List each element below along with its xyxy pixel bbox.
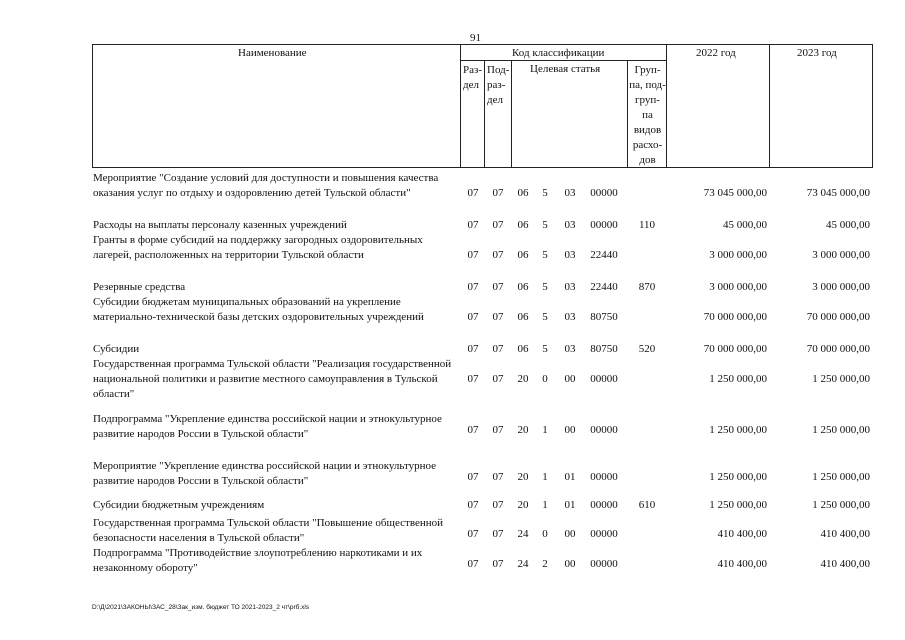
row-amount-2023: 410 400,00	[820, 558, 870, 570]
row-code-1: 07	[467, 248, 479, 261]
row-amount-2023: 410 400,00	[820, 528, 870, 540]
header-group: Груп- па, под- груп- па видов расхо- дов	[629, 64, 666, 166]
header-cell-year1	[666, 44, 770, 168]
row-code-6: 00000	[590, 186, 618, 199]
row-code-3: 06	[517, 248, 529, 261]
row-code-3: 20	[517, 424, 529, 436]
row-code-5: 00	[564, 558, 576, 570]
row-amount-2022: 3 000 000,00	[709, 248, 767, 261]
file-path-footer: D:\Д\2021\ЗАКОНЫ\ЗАС_28\Зак_изм. бюджет ТО 2021-2023_2 чт\рrб.xls	[92, 604, 310, 611]
row-code-1: 07	[467, 424, 479, 436]
row-code-2: 07	[492, 528, 504, 540]
row-name: Субсидии	[93, 343, 140, 355]
header-name: Наименование	[238, 47, 307, 59]
row-code-5: 03	[564, 186, 576, 199]
row-code-7: 520	[638, 342, 656, 355]
header-podrazdel: Под- раз- дел	[487, 64, 510, 106]
row-name: Резервные средства	[93, 281, 186, 293]
row-code-5: 00	[564, 372, 576, 385]
row-code-3: 20	[517, 498, 529, 511]
row-amount-2022: 1 250 000,00	[709, 498, 767, 511]
row-code-6: 22440	[590, 248, 618, 261]
row-amount-2022: 410 400,00	[717, 558, 767, 570]
row-amount-2022: 410 400,00	[717, 528, 767, 540]
row-code-5: 01	[564, 498, 576, 511]
row-code-1: 07	[467, 498, 479, 511]
row-code-7: 610	[638, 498, 656, 511]
row-code-6: 00000	[590, 372, 618, 385]
row-code-1: 07	[467, 342, 479, 355]
row-code-2: 07	[492, 424, 504, 436]
row-amount-2023: 70 000 000,00	[806, 310, 870, 323]
header-year2: 2023 год	[797, 47, 837, 59]
row-code-1: 07	[467, 372, 479, 385]
row-code-5: 00	[564, 424, 576, 436]
row-name: Государственная программа Тульской области "Повышение общественной безопасности населения в Тульской области"	[93, 517, 443, 544]
row-code-1: 07	[467, 186, 479, 199]
row-amount-2023: 3 000 000,00	[812, 248, 870, 261]
row-code-1: 07	[467, 558, 479, 570]
row-code-4: 5	[542, 186, 548, 199]
row-code-6: 80750	[590, 342, 618, 355]
row-code-7: 870	[638, 280, 656, 293]
row-code-1: 07	[467, 310, 479, 323]
row-code-2: 07	[492, 498, 504, 511]
row-code-6: 00000	[590, 498, 618, 511]
row-amount-2023: 1 250 000,00	[812, 372, 870, 385]
row-amount-2023: 3 000 000,00	[812, 280, 870, 293]
row-code-4: 0	[542, 372, 548, 385]
row-code-2: 07	[492, 342, 504, 355]
row-code-3: 20	[517, 471, 529, 483]
row-amount-2022: 1 250 000,00	[709, 424, 767, 436]
row-code-4: 5	[542, 248, 548, 261]
header-razdel: Раз- дел	[463, 64, 483, 91]
row-amount-2022: 3 000 000,00	[709, 280, 767, 293]
row-code-3: 20	[517, 372, 529, 385]
row-amount-2023: 70 000 000,00	[806, 342, 870, 355]
row-code-2: 07	[492, 218, 504, 231]
row-code-1: 07	[467, 280, 479, 293]
header-cell-name	[92, 44, 461, 168]
row-code-6: 22440	[590, 280, 618, 293]
row-code-5: 03	[564, 310, 576, 323]
row-code-2: 07	[492, 471, 504, 483]
row-code-5: 03	[564, 280, 576, 293]
row-amount-2022: 1 250 000,00	[709, 372, 767, 385]
row-code-2: 07	[492, 372, 504, 385]
header-target: Целевая статья	[530, 63, 601, 75]
row-code-1: 07	[467, 528, 479, 540]
row-code-6: 00000	[590, 528, 618, 540]
row-code-7: 110	[638, 218, 656, 231]
row-code-3: 06	[517, 310, 529, 323]
row-amount-2022: 70 000 000,00	[703, 342, 767, 355]
row-code-2: 07	[492, 186, 504, 199]
header-cell-target	[511, 60, 628, 168]
row-code-4: 5	[542, 310, 548, 323]
row-code-2: 07	[492, 280, 504, 293]
row-code-4: 5	[542, 218, 548, 231]
row-code-5: 03	[564, 218, 576, 231]
row-name: Гранты в форме субсидий на поддержку загородных оздоровительных лагерей, расположенных на территории Тульской области	[93, 234, 423, 261]
row-name: Подпрограмма "Укрепление единства российской нации и этнокультурное развитие народов России в Тульской области"	[93, 413, 442, 440]
row-code-2: 07	[492, 558, 504, 570]
row-code-4: 0	[542, 528, 548, 540]
header-year1: 2022 год	[696, 47, 736, 59]
row-code-5: 03	[564, 248, 576, 261]
header-code: Код классификации	[512, 47, 605, 59]
row-code-5: 00	[564, 528, 576, 540]
row-code-6: 00000	[590, 424, 618, 436]
row-name: Расходы на выплаты персоналу казенных учреждений	[93, 219, 347, 231]
row-name: Мероприятие "Создание условий для доступности и повышения качества оказания услуг по отдыху и оздоровлению детей Тульской области"	[93, 172, 439, 199]
row-code-3: 06	[517, 280, 529, 293]
row-amount-2022: 1 250 000,00	[709, 471, 767, 483]
row-amount-2023: 1 250 000,00	[812, 498, 870, 511]
row-name: Субсидии бюджетным учреждениям	[93, 499, 265, 511]
row-code-5: 01	[564, 471, 576, 483]
row-code-6: 00000	[590, 558, 618, 570]
row-code-2: 07	[492, 248, 504, 261]
row-amount-2022: 70 000 000,00	[703, 310, 767, 323]
row-code-3: 06	[517, 186, 529, 199]
row-code-6: 00000	[590, 471, 618, 483]
row-name: Субсидии бюджетам муниципальных образований на укрепление материально-технической базы детских оздоровительных учреждений	[93, 296, 424, 323]
row-code-4: 1	[542, 471, 548, 483]
row-code-3: 06	[517, 342, 529, 355]
page-number: 91	[470, 32, 481, 44]
row-amount-2022: 45 000,00	[723, 218, 767, 231]
row-name: Государственная программа Тульской области "Реализация государственной национальной политики и развитие местного самоуправления в Тульской области"	[93, 358, 452, 400]
row-amount-2023: 73 045 000,00	[806, 186, 870, 199]
header-cell-year2	[769, 44, 873, 168]
row-code-3: 24	[517, 558, 529, 570]
row-amount-2023: 1 250 000,00	[812, 424, 870, 436]
row-name: Подпрограмма "Противодействие злоупотреблению наркотиками и их незаконному обороту"	[93, 547, 423, 574]
row-code-4: 1	[542, 424, 548, 436]
row-code-1: 07	[467, 218, 479, 231]
row-code-4: 2	[542, 558, 548, 570]
row-code-6: 80750	[590, 310, 618, 323]
row-code-4: 1	[542, 498, 548, 511]
row-code-4: 5	[542, 342, 548, 355]
row-code-6: 00000	[590, 218, 618, 231]
row-amount-2022: 73 045 000,00	[703, 186, 767, 199]
row-code-5: 03	[564, 342, 576, 355]
row-code-2: 07	[492, 310, 504, 323]
row-code-3: 06	[517, 218, 529, 231]
row-code-3: 24	[517, 528, 529, 540]
row-amount-2023: 1 250 000,00	[812, 471, 870, 483]
row-name: Мероприятие "Укрепление единства российской нации и этнокультурное развитие народов России в Тульской области"	[93, 460, 437, 487]
row-code-4: 5	[542, 280, 548, 293]
row-amount-2023: 45 000,00	[826, 218, 870, 231]
row-code-1: 07	[467, 471, 479, 483]
